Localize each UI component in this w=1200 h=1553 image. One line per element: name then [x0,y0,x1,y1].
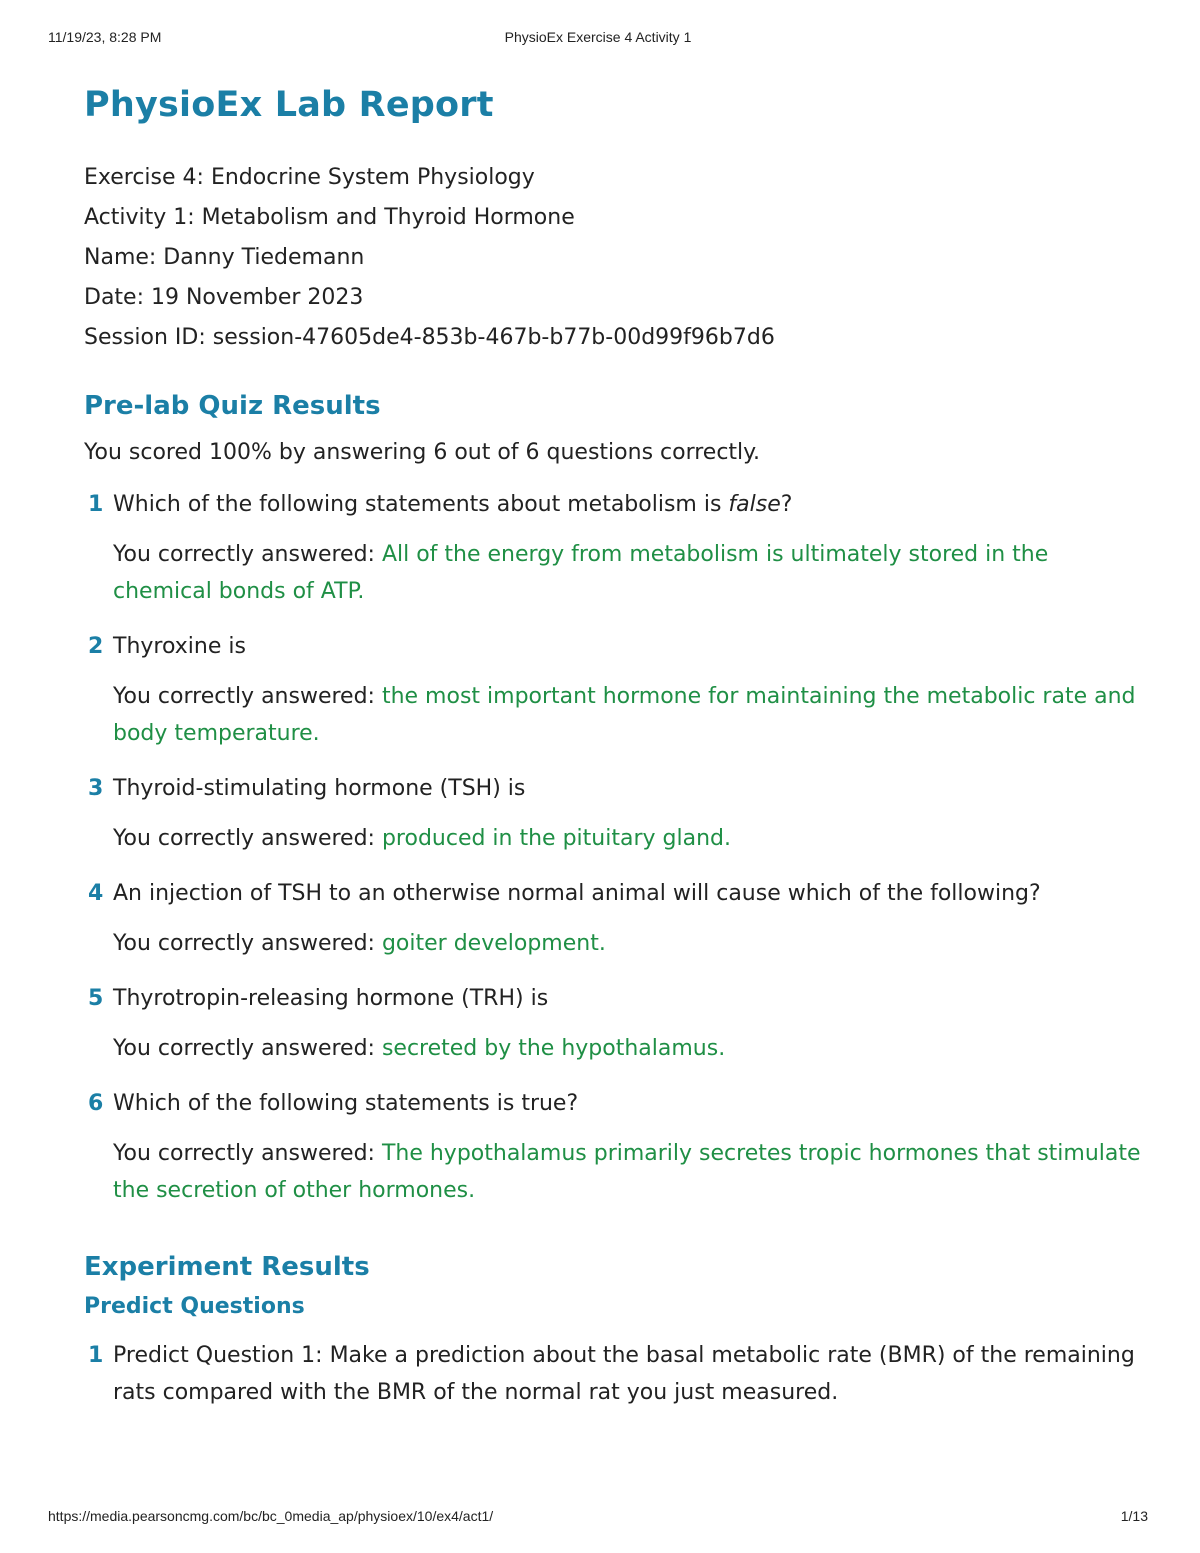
question-text-part: ? [780,492,793,517]
print-header [48,29,1148,47]
answer-prefix: You correctly answered: [113,542,382,567]
question-number: 3 [88,776,104,801]
answer-line [113,925,1144,962]
correct-answer: The hypothalamus primarily secretes tropic hormones that stimulate the secretion of other hormones. [113,1141,1141,1203]
question-number: 5 [88,986,104,1011]
activity-line: Activity 1: Metabolism and Thyroid Hormone [84,205,575,230]
question-number: 1 [88,492,104,517]
correct-answer: the most important hormone for maintaining the metabolic rate and body temperature. [113,684,1136,746]
print-footer [48,1508,1148,1526]
predict-question [84,1337,1144,1411]
report-content [84,80,1144,1411]
answer-line [113,678,1144,752]
question-text: Thyrotropin-releasing hormone (TRH) is [113,986,549,1011]
quiz-question [84,877,1144,962]
report-meta [84,158,1144,358]
answer-line [113,1135,1144,1209]
predict-subheading: Predict Questions [84,1294,305,1319]
name-line: Name: Danny Tiedemann [84,245,365,270]
question-text-part: Which of the following statements about metabolism is [113,492,729,517]
correct-answer: All of the energy from metabolism is ultimately stored in the chemical bonds of ATP. [113,542,1049,604]
question-number: 6 [88,1091,104,1116]
correct-answer: produced in the pituitary gland. [381,826,731,851]
answer-prefix: You correctly answered: [113,826,382,851]
print-datetime: 11/19/23, 8:28 PM [48,29,162,45]
question-text: An injection of TSH to an otherwise normal animal will cause which of the following? [113,881,1041,906]
answer-prefix: You correctly answered: [113,1036,382,1061]
experiment-heading: Experiment Results [84,1252,370,1282]
question-number: 1 [88,1343,104,1368]
answer-prefix: You correctly answered: [113,931,382,956]
correct-answer: secreted by the hypothalamus. [381,1036,726,1061]
question-text: Thyroid-stimulating hormone (TSH) is [113,776,526,801]
question-text-emphasis: false [728,492,781,517]
question-number: 2 [88,634,104,659]
quiz-question [84,1087,1144,1209]
date-line: Date: 19 November 2023 [84,285,364,310]
question-text [113,488,1144,522]
exercise-line: Exercise 4: Endocrine System Physiology [84,165,535,190]
print-doc-title: PhysioEx Exercise 4 Activity 1 [504,29,692,45]
quiz-question [84,982,1144,1067]
report-title: PhysioEx Lab Report [84,85,494,125]
correct-answer: goiter development. [381,931,606,956]
question-text: Predict Question 1: Make a prediction about the basal metabolic rate (BMR) of the remaining rats compared with the BMR of the normal rat you just measured. [113,1343,1135,1405]
prelab-score: You scored 100% by answering 6 out of 6 questions correctly. [84,440,761,465]
quiz-question [84,772,1144,857]
answer-line [113,1030,1144,1067]
answer-prefix: You correctly answered: [113,1141,382,1166]
answer-prefix: You correctly answered: [113,684,382,709]
answer-line [113,536,1144,610]
prelab-heading: Pre-lab Quiz Results [84,391,381,421]
page-number: 1/13 [1120,1508,1148,1524]
page-url: https://media.pearsoncmg.com/bc/bc_0media_ap/physioex/10/ex4/act1/ [48,1508,494,1524]
answer-line [113,820,1144,857]
question-number: 4 [88,881,104,906]
quiz-question [84,630,1144,752]
question-text: Which of the following statements is true? [113,1091,579,1116]
quiz-question [84,488,1144,610]
session-line: Session ID: session-47605de4-853b-467b-b77b-00d99f96b7d6 [84,325,775,350]
question-text: Thyroxine is [113,634,246,659]
